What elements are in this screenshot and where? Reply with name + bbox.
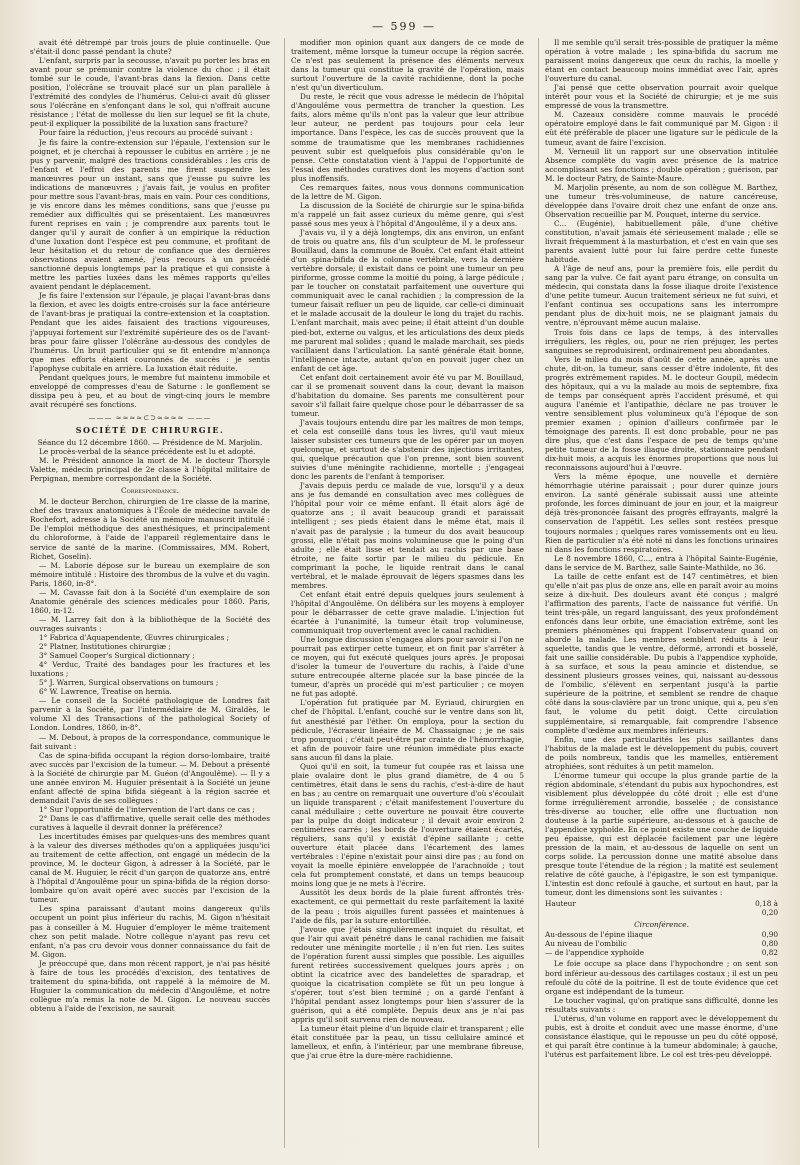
paragraph: L'utérus, d'un volume en rapport avec le développement du pubis, est à droite et conduit avec une masse énorme, d'une consistance élastique, qui le repousse un peu du côté opposé, et qui paraît être continue à la tumeur abdominale; à gauche, l'utérus est parfaitement libre. Le col est très-peu développé.: [545, 1013, 779, 1059]
paragraph: Les spina paraissant d'autant moins dangereux qu'ils occupent un point plus inférieur du rachis, M. Gigon n'hésitait pas à conseiller à M. Huguier d'employer le même traitement chez son petit malade. Notre collègue n'ayant pas revu cet enfant, n'a pas cru devoir vous donner connaissance du fait de M. Gigon.: [30, 904, 270, 959]
measure-row: [545, 930, 778, 939]
paragraph: J'ai pensé que cette observation pourrait avoir quelque intérêt pour vous et la Société de chirurgie; et je me suis empressé de vous la transmettre.: [545, 83, 779, 111]
paragraph: Aussitôt les deux bords de la plaie furent affrontés très-exactement, ce qui permettait du reste parfaitement la laxité de la peau ; trois aiguilles furent passées et maintenues à l'aide de fils, par la suture entortillée.: [290, 888, 524, 925]
measure-row: [545, 948, 778, 957]
paragraph: M. Verneuil lit un rapport sur une observation intitulée Absence complète du vagin avec présence de la matrice accomplissant ses fonctions ; double opération ; guérison, par M. le docteur Patry, de Sainte-Maure.: [545, 146, 779, 183]
paragraph: Je fis faire la contre-extension sur l'épaule, l'extension sur le poignet, et je cherchai à repousser le cubitus en arrière ; je ne pus y parvenir, malgré des tractions considérables : les cris de l'enfant et l'effroi des parents me firent suspendre les manœuvres pour un instant, sans que j'eusse pu suivre les indications de manœuvres ; j'avais fait, je voulus en profiter pour mettre sous l'avant-bras, mais en vain. Pour ces conditions, je vis encore dans les mêmes conditions, sans que j'eusse pu remédier aux difficultés qui se présentaient. Les manœuvres furent reprises en vain ; je comprendre aux parents tout le danger qu'il y aurait de confier à un empirique la réduction d'une luxation dont l'espèce est peu commune, et profitant de leur hésitation et du retour de confiance que des dernières observations avaient amené, j'eus recours à un procédé sanctionné depuis longtemps par la pratique et qui consiste à mettre les parties luxées dans les mêmes rapports qu'elles avaient pendant le déplacement.: [30, 137, 270, 292]
paragraph: Pour faire la réduction, j'eus recours au procédé suivant :: [39, 128, 253, 138]
paragraph: — M. Debout, à propos de la correspondance, communique le fait suivant :: [30, 732, 270, 751]
paragraph: Ces remarques faites, nous vous donnons communication de la lettre de M. Gigon.: [290, 182, 524, 201]
column-3: [538, 38, 778, 1148]
paragraph: 1° Fabrica d'Aquapendente, Œuvres chirurgicales ;: [39, 633, 230, 642]
paragraph: Le toucher vaginal, qu'on pratique sans difficulté, donne les résultats suivants :: [545, 995, 779, 1014]
measure-value: 0,82: [761, 948, 779, 958]
page-number: — 599 —: [372, 20, 436, 33]
paragraph: Une longue discussion s'engagea alors pour savoir si l'on ne pourrait pas extirper cette tumeur, et on finit par s'arrêter à ce moyen, qui fut exécuté quelques jours après. Je proposai d'isoler la tumeur de l'ouverture du rachis, à l'aide d'une suture entrecoupée alterne placée sur la base pincée de la tumeur, d'après un procédé qui m'est particulier ; ce moyen ne fut pas adopté.: [290, 635, 524, 699]
paragraph: Du reste, le récit que vous adresse le médecin de l'hôpital d'Angoulême vous permettra de trancher la question. Les faits, alors même qu'ils n'ont pas la valeur que leur attribue leur auteur, ne perdent pas toujours pour cela leur importance. Dans l'espèce, les cas de succès prouvent que la somme de traumatisme que les membranes rachidiennes peuvent subir est quelquefois plus considérable qu'on le pense. Cette constatation vient à l'appui de l'opportunité de l'essai des méthodes curatives dont les moyens d'action sont plus inoffensifs.: [290, 92, 524, 183]
column-1-paragraphs: [30, 38, 270, 409]
paragraph: La taille de cette enfant est de 147 centimètres, et bien qu'elle n'ait pas plus de onze ans, elle en paraît avoir au moins seize à dix-huit. Des douleurs avant été conçus ; malgré l'affirmation des parents, l'acte de naissance fut vérifié. Un teint très-pâle, un regard languissant, des yeux profondément enfoncés dans leur orbite, une émaciation extrême, sont les premiers phénomènes qui frappent l'observateur quand on aborde la malade. Les membres semblent réduits à leur squelette, tandis que le ventre, déformé, arrondi et bosselé, fait une saillie considérable. Du pubis à l'appendice xyphoïde, à sa surface, et sous la peau amincie et distendue, se dessinent plusieurs grosses veines, qui, naissant au-dessous de l'ombilic, s'élèvent en serpentant jusqu'à la partie supérieure de la poitrine, et semblent se rendre de chaque côté dans la sous-clavière par un tronc unique, qui a, peu s'en faut, le volume du petit doigt. Cette circulation supplémentaire, si remarquable, fait comprendre l'absence complète d'œdème aux membres inférieurs.: [545, 571, 779, 735]
paragraph: Le foie occupe sa place dans l'hypochondre ; on sent son bord inférieur au-dessous des cartilages costaux ; il est un peu refoulé du côté de la poitrine. Il est de toute évidence que cet organe est indépendant de la tumeur.: [545, 959, 779, 996]
paragraph: 2° Dans le cas d'affirmative, quelle serait celle des méthodes curatives à laquelle il devrait donner la préférence?: [30, 813, 270, 832]
columns: [30, 38, 778, 1148]
paragraph: Enfin, une des particularités les plus saillantes dans l'habitus de la malade est le développement du pubis, couvert de poils nombreux, tandis que les mamelles, entièrement atrophiées, sont réduites à un petit mamelon.: [545, 734, 779, 771]
column-1-paragraphs-2: [30, 447, 270, 483]
paragraph: J'avais toujours entendu dire par les maîtres de mon temps, et cela est conseillé dans tous les livres, qu'il vaut mieux laisser subsister ces tumeurs que de les opérer par un moyen quelconque, et surtout de s'abstenir des injections irritantes, qui, quelque précaution que l'on prenne, sont bien souvent suivies d'une méningite rachidienne, mortelle ; j'engageai donc les parents de l'enfant à temporiser.: [290, 417, 524, 482]
paragraph: Quoi qu'il en soit, la tumeur fut coupée ras et laissa une plaie ovalaire dont le plus grand diamètre, de 4 ou 5 centimètres, était dans le sens du rachis, c'est-à-dire de haut en bas ; au centre on remarquait une ouverture d'où s'écoulait un liquide transparent ; c'était manifestement l'ouverture du canal médullaire ; cette ouverture ne pouvait être couverte par la pulpe du doigt indicateur ; il devait avoir environ 2 centimètres carrés ; les bords de l'ouverture étaient écartés, réguliers, sans qu'il y existât d'épine saillante ; cette ouverture était placée dans l'écartement des lames vertébrales : l'épine n'existait pour ainsi dire pas ; au fond on voyait la moelle épinière enveloppée de l'arachnoïde ; tout cela fut promptement constaté, et dans un temps beaucoup moins long que je ne mets à l'écrire.: [290, 761, 524, 889]
paragraph: 1° Sur l'opportunité de l'intervention de l'art dans ce cas ;: [39, 804, 255, 814]
measure-value: 0,18 à 0,20: [755, 899, 779, 918]
column-3-paragraphs: [545, 38, 778, 897]
paragraph: La tumeur était pleine d'un liquide clair et transparent ; elle était constituée par la peau, un tissu cellulaire amincé et lamelleux, et enfin, à l'intérieur, par une membrane fibreuse, que j'ai crue être la dure-mère rachidienne.: [290, 1024, 524, 1061]
paragraph: Les incertitudes émises par quelques-uns des membres quant à la valeur des diverses méthodes qu'on a appliquées jusqu'ici au traitement de cette affection, ont engagé un médecin de la province, M. le docteur Gigon, à adresser à la Société, par le canal de M. Huguier, le récit d'un garçon de quatorze ans, entré à l'hôpital d'Angoulême pour un spina-bifida de la région dorso-lombaire qu'on avait opéré avec succès par l'excision de la tumeur.: [30, 832, 270, 905]
measure-label: — de l'appendice xyphoïde: [545, 948, 645, 958]
paragraph: Vers la même époque, une nouvelle et dernière hémorrhagie utérine paraissait ; pour durer quinze jours environ. La santé générale subissait aussi une atteinte profonde, les forces diminuant de jour en jour, et la maigreur déjà très-prononcée faisant des progrès effrayants, malgré la conservation de l'appétit. Les selles sont restées presque toujours normales ; quelques rares vomissements ont eu lieu. Rien de particulier n'a été noté ni dans les fonctions urinaires ni dans les fonctions respiratoires.: [545, 472, 779, 554]
paragraph: — M. Larrey fait don à la bibliothèque de la Société des ouvrages suivants :: [30, 614, 270, 633]
paragraph: modifier mon opinion quant aux dangers de ce mode de traitement, même lorsque la tumeur occupe la région sacrée. Ce n'est pas seulement la présence des éléments nerveux dans la tumeur qui constitue la gravité de l'opération, mais surtout l'ouverture de la cavité rachidienne, dont la poche n'est qu'un diverticulum.: [290, 38, 524, 93]
measure-value: 0,80: [761, 939, 779, 949]
paragraph: Je fis faire l'extension sur l'épaule, je plaçai l'avant-bras dans la flexion, et avec les doigts entre-croisés sur la face antérieure de l'avant-bras je pratiquai la contre-extension et la coaptation. Pendant que les aides faisaient des tractions vigoureuses, j'appuyai fortement sur l'extrémité supérieure des os de l'avant-bras pour faire glisser l'olécrâne au-dessous des condyles de l'humérus. Un bruit particulier qui se fit entendre m'annonça que mes efforts étaient couronnés de succès : je sentis l'apophyse cubitale en arrière. La luxation était réduite.: [30, 291, 270, 373]
measurement-table: [545, 899, 778, 957]
paragraph: M. Marjolin présente, au nom de son collègue M. Barthez, une tumeur très-volumineuse, de nature cancéreuse, développée dans l'ovaire droit chez une enfant de onze ans. Observation recueillie par M. Pouquet, interne du service.: [545, 182, 779, 219]
paragraph: L'enfant, surpris par la secousse, n'avait pu porter les bras en avant pour se prémunir contre la violence du choc : il était tombé sur le coude, l'avant-bras dans la flexion. Dans cette position, l'olécrâne se trouvait placé sur un plan parallèle à l'extrémité des condyles de l'humérus. Celui-ci avait dû glisser sous l'olécrâne en s'enfonçant dans le sol, qui n'offrait aucune résistance ; l'état de mollesse du lien sur lequel se fit la chute, peut-il expliquer la possibilité de la luxation sans fracture?: [30, 56, 270, 129]
paragraph: Il me semble qu'il serait très-possible de pratiquer la même opération à votre malade ; les spina-bifida du sacrum me paraissent moins dangereux que ceux du rachis, la moelle y étant en contact beaucoup moins immédiat avec l'air, après l'ouverture du canal.: [545, 38, 779, 84]
paragraph: Je préoccupé que, dans mon récent rapport, je n'ai pas hésité à faire de tous les procédés d'excision, des tentatives de traitement du spina-bifida, ont rappelé à la mémoire de M. Huguier la communication du médecin d'Angoulême, et notre collègue m'a remis la note de M. Gigon. Le nouveau succès obtenu à l'aide de l'excision, ne saurait: [30, 958, 270, 1013]
paragraph: A l'âge de neuf ans, pour la première fois, elle perdit du sang par la vulve. Ce fait ayant paru étrange, on consulta un médecin, qui constata dans la fosse iliaque droite l'existence d'une petite tumeur. Aucun traitement sérieux ne fut suivi, et l'enfant continua ses occupations sans les interrompre pendant plus de dix-huit mois, ne se plaignant jamais du ventre, n'éprouvant même aucun malaise.: [545, 264, 779, 328]
paragraph: La discussion de la Société de chirurgie sur le spina-bifida m'a rappelé un fait assez curieux du même genre, qui s'est passé sous mes yeux à l'hôpital d'Angoulême, il y a deux ans.: [290, 200, 524, 228]
paragraph: 6° W. Lawrence, Treatise on hernia.: [39, 687, 172, 697]
paragraph: M. le Président annonce la mort de M. le docteur Thorsyle Valette, médecin principal de 2e classe à l'hôpital militaire de Perpignan, membre correspondant de la Société.: [30, 456, 270, 484]
column-2-paragraphs: [291, 38, 524, 1060]
paragraph: M. Cazeaux considère comme mauvais le procédé opératoire employé dans le fait communiqué par M. Gigon : il eût été préférable de placer une ligature sur le pédicule de la tumeur, avant de faire l'excision.: [545, 110, 779, 147]
circumference-rows: [545, 930, 778, 957]
paragraph: Vers le milieu du mois d'août de cette année, après une chute, dit-on, la tumeur, sans cesser d'être indolente, fit des progrès extrêmement rapides. M. le docteur Goupil, médecin des hôpitaux, qui a vu la malade au mois de septembre, fixa de temps par conséquent après l'accident présumé, et qui augura l'anémie et l'antipathie, déclare ne pas trouver le ventre sensiblement plus volumineux qu'à l'époque de son premier examen ; opinion d'ailleurs confirmée par le témoignage des parents. Il est donc probable, pour ne pas dire plus, que c'est dans l'espace de peu de temps qu'une petite tumeur de la fosse iliaque droite, stationnaire pendant dix-huit mois, a acquis les énormes proportions que nous lui reconnaissons aujourd'hui à l'œuvre.: [545, 354, 779, 473]
paragraph: 5° J. Warren, Surgical observations on tumours ;: [39, 678, 219, 688]
paragraph: M. le docteur Berchon, chirurgien de 1re classe de la marine, chef des travaux anatomiques à l'École de médecine navale de Rochefort, adresse à la Société un mémoire manuscrit intitulé : De l'emploi méthodique des anesthésiques, et principalement du chloroforme, à l'aide de l'appareil réglementaire dans le service de santé de la marine. (Commissaires, MM. Robert, Richet, Goselin).: [30, 497, 270, 561]
paragraph: 2° Platner, Institutiones chirurgiæ ;: [39, 642, 171, 652]
measure-label: Au niveau de l'ombilic: [545, 939, 627, 949]
column-2: [284, 38, 524, 1148]
paragraph: Cet enfant doit certainement avoir été vu par M. Bouillaud, car il se promenait souvent dans la cour, devant la maison d'habitation du domaine. Ses parents me consultèrent pour savoir s'il fallait faire quelque chose pour le débarrasser de sa tumeur.: [290, 372, 524, 418]
measure-row: [545, 939, 778, 948]
paragraph: J'avais vu, il y a déjà longtemps, dix ans environ, un enfant de trois ou quatre ans, fils d'un sculpteur de M. le professeur Bouillaud, dans la commune de Bouëx. Cet enfant était atteint d'un spina-bifida de la colonne vertébrale, vers la dernière vertèbre dorsale; il existait dans ce point une tumeur un peu piriforme, grosse comme la moitié du poing, à large pédicule ; par le toucher on constatait parfaitement une ouverture qui communiquait avec le canal rachidien ; la compression de la tumeur faisait refluer un peu de liquide, car celle-ci diminuait et le malade accusait de la douleur le long du trajet du rachis. L'enfant marchait, mais avec peine; il était atteint d'un double pied-bot, externe ou valgus, et les articulations des deux pieds me parurent mal solides ; quand le malade marchait, ses pieds vacillaient dans l'articulation. La santé générale était bonne, l'intelligence intacte, autant qu'on en pouvait juger chez un enfant de cet âge.: [290, 227, 524, 373]
paragraph: Cet enfant était entré depuis quelques jours seulement à l'hôpital d'Angoulême. On délibéra sur les moyens à employer pour le débarrasser de cette grave maladie. L'injection fut écartée à l'unanimité, la tumeur était trop volumineuse, communiquait trop ouvertement avec le canal rachidien.: [290, 589, 524, 636]
paragraph: L'énorme tumeur qui occupe la plus grande partie de la région abdominale, s'étendant du pubis aux hypochondres, est visiblement plus développée du côté droit ; elle est d'une forme irrégulièrement arrondie, bosselée ; de consistance très-diverse au toucher, elle offre une fluctuation non douteuse à la partie supérieure, au-dessous et à gauche de l'appendice xyphoïde. En ce point existe une couche de liquide peu épaisse, qui est déplacée facilement par une légère pression de la main, et au-dessous de laquelle on sent un corps solide. La percussion donne une matité absolue dans presque toute l'étendue de la région ; la matité est seulement relative de côté gauche, à l'épigastre, le son est tympanique. L'intestin est donc refoulé à gauche, et surtout en haut, par la tumeur, dont les dimensions sont les suivantes :: [545, 770, 779, 898]
measure-label: Hauteur: [545, 899, 576, 909]
paragraph: 3° Samuel Cooper's Surgical dictionnary ;: [39, 651, 195, 661]
paragraph: Le procès-verbal de la séance précédente est lu et adopté.: [39, 447, 256, 457]
measure-value: 0,90: [761, 930, 779, 940]
circumference-title: Circonférence.: [634, 920, 689, 930]
measure-label: Au-dessous de l'épine iliaque: [545, 930, 653, 940]
column-1-paragraphs-3: [30, 497, 270, 1013]
paragraph: Le 8 novembre 1860, C..., entra à l'hôpital Sainte-Eugénie, dans le service de M. Barthez, salle Sainte-Mathilde, no 36.: [545, 553, 779, 572]
paragraph: — Le conseil de la Société pathologique de Londres fait parvenir à la Société, par l'intermédiaire de M. Giraldès, le volume XI des Transactions of the pathological Society of London. Londres, 1860, in-8°.: [30, 696, 270, 733]
column-3-paragraphs-2: [545, 959, 778, 1059]
paragraph: J'avais depuis perdu ce malade de vue, lorsqu'il y a deux ans je fus demandé en consultation avec mes collègues de l'hôpital pour voir ce même enfant. Il était alors âgé de quatorze ans ; il avait beaucoup grandi et paraissait intelligent ; ses pieds étaient dans le même état, mais il n'avait pas de paralysie ; la tumeur du dos avait beaucoup grossi, elle n'était pas moins volumineuse que le poing d'un adulte ; elle était lisse et tendait au rachis par une base étroite, ne faite sortir par le milieu du pédicule. En comprimant la poche, le liquide rentrait dans le canal vertébral, et le malade éprouvait de légers spasmes dans les membres.: [290, 481, 524, 590]
paragraph: 4° Verduc, Traité des bandages pour les fractures et les luxations ;: [30, 660, 270, 679]
paragraph: Pendant quelques jours, le membre fut maintenu immobile et enveloppé de compresses d'eau de Saturne : le gonflement se dissipa peu à peu, et au bout de vingt-cinq jours le membre avait récupéré ses fonctions.: [30, 372, 270, 409]
measure-row-height: [545, 899, 778, 917]
meeting-line: Séance du 12 décembre 1860. — Présidence de M. Marjolin.: [37, 438, 263, 448]
paragraph: Trois fois dans ce laps de temps, à des intervalles irréguliers, les règles, ou, pour ne rien préjuger, les pertes sanguines se reproduisirent, ordinairement peu abondantes.: [545, 327, 779, 355]
paragraph: — M. Cavasse fait don à la Société d'un exemplaire de son Anatomie générale des sciences médicales pour 1860. Paris, 1860, in-12.: [30, 587, 270, 615]
section-separator: ——— ≈≈≈≈⊂⊃≈≈≈≈ ———: [88, 413, 212, 422]
paragraph: avait été détrempé par trois jours de pluie continuelle. Que s'était-il donc passé pendant la chute?: [30, 38, 270, 57]
paragraph: C... (Eugénie), habituellement pâle, d'une chétive constitution, n'avait jamais été sérieusement malade ; elle se livrait fréquemment à la masturbation, et c'est en vain que ses parents avaient lutté pour lui faire perdre cette funeste habitude.: [545, 218, 779, 265]
correspondence-title: Correspondance.: [121, 486, 179, 496]
section-title: SOCIÉTÉ DE CHIRURGIE.: [75, 424, 225, 435]
column-1: [30, 38, 270, 1148]
paragraph: L'opération fut pratiquée par M. Eyriaud, chirurgien en chef de l'hôpital. L'enfant, couché sur le ventre dans son lit, fut anesthésié par l'éther. On employa, pour la section du pédicule, l'écraseur linéaire de M. Chassaignac ; je ne sais trop pourquoi ; c'était peut-être par crainte de l'hémorrhagie, et afin de pouvoir faire une réunion immédiate plus exacte sans aucun fil dans la plaie.: [290, 698, 524, 762]
paragraph: J'avoue que j'étais singulièrement inquiet du résultat, et que l'air qui avait pénétré dans le canal rachidien me faisait redouter une méningite mortelle ; il n'en fut rien. Les suites de l'opération furent aussi simples que possible. Les aiguilles furent retirées successivement quelques jours après ; on obtint la cicatrice avec des bandelettes de sparadrap, et quoique la cicatrisation complète se fût un peu longue à s'opérer, tout s'est bien terminé ; on a gardé l'enfant à l'hôpital pendant assez longtemps pour bien s'assurer de la guérison, qui a été complète. Depuis deux ans je n'ai pas appris qu'il soit survenu rien de nouveau.: [290, 924, 524, 1025]
paragraph: Cas de spina-bifida occupant la région dorso-lombaire, traité avec succès par l'excision de la tumeur. — M. Debout a présenté à la Société de chirurgie par M. Guéon (d'Angoulême). — Il y a une année environ M. Huguier présentait à la Société un jeune enfant affecté de spina bifida siégeant à la région sacrée et demandait l'avis de ses collègues :: [30, 750, 270, 805]
paragraph: — M. Laborie dépose sur le bureau un exemplaire de son mémoire intitulé : Histoire des thrombus de la vulve et du vagin. Paris, 1860, in-8°.: [30, 560, 270, 588]
